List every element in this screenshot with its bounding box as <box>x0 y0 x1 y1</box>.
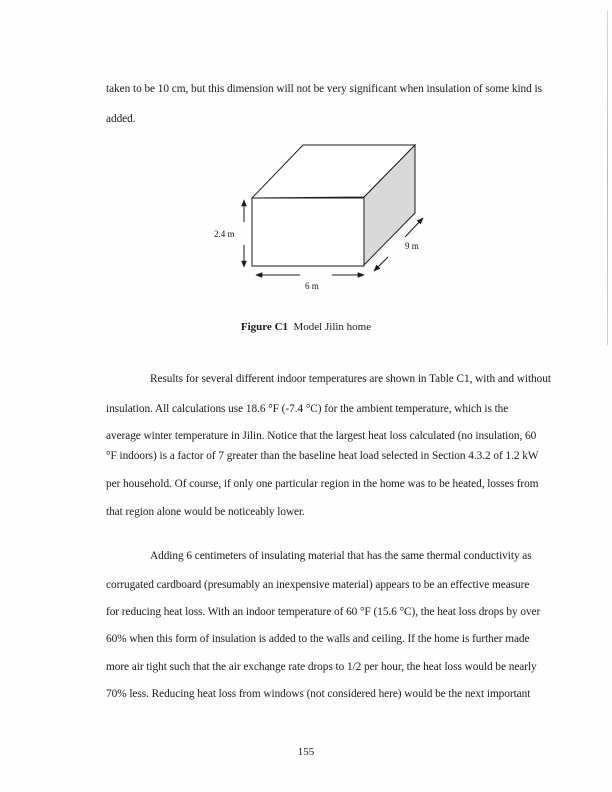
depth-dimension-label: 9 m <box>405 241 419 251</box>
page-number: 155 <box>297 746 315 758</box>
figure-caption <box>0 320 612 334</box>
scan-edge-line <box>607 10 608 345</box>
text-line: more air tight such that the air exchange rate drops to 1/2 per hour, the heat loss would be nearly <box>106 661 537 673</box>
text-line: per household. Of course, if only one particular region in the home was to be heated, losses from <box>106 478 539 490</box>
figure-caption-text: Model Jilin home <box>293 321 372 333</box>
text-line: added. <box>106 113 136 125</box>
depth-arrow-down <box>374 257 388 271</box>
text-line: 70% less. Reducing heat loss from windows (not considered here) would be the next important <box>106 688 531 700</box>
figure-label: Figure C1 <box>240 321 289 333</box>
text-line: for reducing heat loss. With an indoor temperature of 60 °F (15.6 °C), the heat loss drops by over <box>106 606 541 618</box>
text-line: taken to be 10 cm, but this dimension will not be very significant when insulation of some kind is <box>106 83 542 95</box>
text-line: Adding 6 centimeters of insulating material that has the same thermal conductivity as <box>150 550 532 562</box>
width-dimension-label: 6 m <box>305 281 319 291</box>
height-dimension-label: 2.4 m <box>214 229 235 239</box>
text-line: that region alone would be noticeably lower. <box>106 506 305 518</box>
text-line: Results for several different indoor temperatures are shown in Table C1, with and without <box>150 373 551 385</box>
text-line: corrugated cardboard (presumably an inexpensive material) appears to be an effective measure <box>106 579 530 591</box>
text-line: °F indoors) is a factor of 7 greater than the baseline heat load selected in Section 4.3.2 of 1.2 kW <box>106 450 539 462</box>
box-front-face <box>252 198 364 266</box>
text-line: insulation. All calculations use 18.6 °F (-7.4 °C) for the ambient temperature, which is the <box>106 403 509 415</box>
figure-model-home-diagram <box>200 135 440 300</box>
text-line: 60% when this form of insulation is added to the walls and ceiling. If the home is further made <box>106 633 530 645</box>
text-line: average winter temperature in Jilin. Notice that the largest heat loss calculated (no insulation, 60 <box>106 430 537 442</box>
